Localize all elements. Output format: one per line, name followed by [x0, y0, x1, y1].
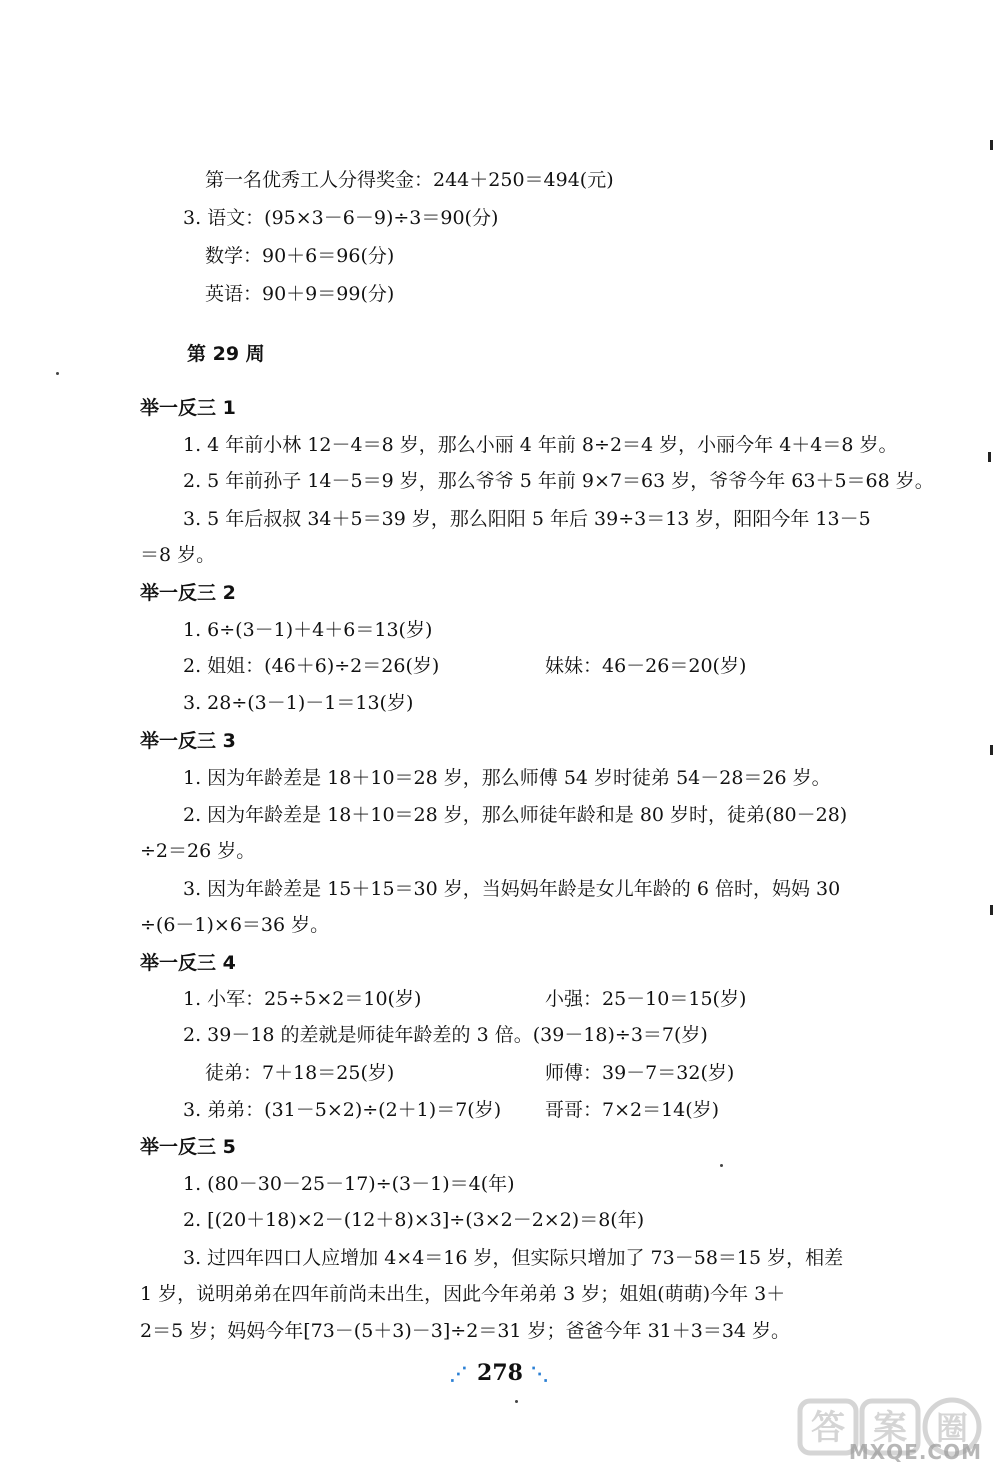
answer-line: 3. 语文：(95×3－6－9)÷3＝90(分)	[183, 207, 499, 229]
svg-text:圈: 圈	[935, 1409, 969, 1447]
section-heading: 举一反三 5	[140, 1136, 236, 1158]
section-heading: 举一反三 4	[140, 952, 236, 974]
answer-line: 2. 39－18 的差就是师徒年龄差的 3 倍。(39－18)÷3＝7(岁)	[183, 1024, 708, 1046]
answer-line-right: 妹妹：46－26＝20(岁)	[545, 655, 747, 677]
week-title: 第 29 周	[187, 343, 265, 365]
answer-line: 1 岁，说明弟弟在四年前尚未出生，因此今年弟弟 3 岁；姐姐(萌萌)今年 3＋	[140, 1283, 786, 1305]
answer-line: 1. 小军：25÷5×2＝10(岁)	[183, 988, 422, 1010]
answer-line: 1. 4 年前小林 12－4＝8 岁，那么小丽 4 年前 8÷2＝4 岁，小丽今年 4＋4＝8 岁。	[183, 434, 898, 456]
answer-line: ÷(6－1)×6＝36 岁。	[140, 914, 330, 936]
answer-line: ÷2＝26 岁。	[140, 840, 256, 862]
svg-text:案: 案	[873, 1408, 907, 1448]
answer-line: 3. 5 年后叔叔 34＋5＝39 岁，那么阳阳 5 年后 39÷3＝13 岁，阳阳今年 13－5	[183, 508, 871, 530]
scan-mark	[988, 452, 991, 462]
decorative-dots-left: ⋰	[449, 1364, 470, 1385]
watermark-url: MXQE.COM	[848, 1440, 982, 1464]
scan-speck	[56, 372, 59, 375]
scan-speck	[515, 1400, 518, 1403]
scan-mark	[990, 905, 993, 915]
page-number	[0, 1360, 1000, 1386]
decorative-dots-right: ⋱	[530, 1364, 551, 1385]
answer-line: ＝8 岁。	[140, 544, 216, 566]
scan-mark	[990, 745, 993, 755]
answer-line: 1. (80－30－25－17)÷(3－1)＝4(年)	[183, 1173, 515, 1195]
answer-line: 3. 过四年四口人应增加 4×4＝16 岁，但实际只增加了 73－58＝15 岁，相差	[183, 1247, 844, 1269]
answer-line-right: 师傅：39－7＝32(岁)	[545, 1062, 735, 1084]
answer-line: 2. 5 年前孙子 14－5＝9 岁，那么爷爷 5 年前 9×7＝63 岁，爷爷今年 63＋5＝68 岁。	[183, 470, 934, 492]
scan-mark	[990, 140, 993, 150]
answer-line-right: 哥哥：7×2＝14(岁)	[545, 1099, 720, 1121]
page-number-text: 278	[477, 1360, 523, 1386]
answer-line: 1. 6÷(3－1)＋4＋6＝13(岁)	[183, 619, 433, 641]
answer-line: 3. 28÷(3－1)－1＝13(岁)	[183, 692, 414, 714]
answer-line: 3. 因为年龄差是 15＋15＝30 岁，当妈妈年龄是女儿年龄的 6 倍时，妈妈 30	[183, 878, 841, 900]
answer-line: 2. [(20＋18)×2－(12＋8)×3]÷(3×2－2×2)＝8(年)	[183, 1209, 645, 1231]
answer-line: 2＝5 岁；妈妈今年[73－(5＋3)－3]÷2＝31 岁；爸爸今年 31＋3＝34 岁。	[140, 1320, 791, 1342]
section-heading: 举一反三 2	[140, 582, 236, 604]
answer-line: 英语：90＋9＝99(分)	[205, 283, 395, 305]
answer-line-right: 小强：25－10＝15(岁)	[545, 988, 747, 1010]
answer-line: 1. 因为年龄差是 18＋10＝28 岁，那么师傅 54 岁时徒弟 54－28＝26 岁。	[183, 767, 831, 789]
answer-line: 2. 因为年龄差是 18＋10＝28 岁，那么师徒年龄和是 80 岁时，徒弟(80－28)	[183, 804, 848, 826]
answer-line: 2. 姐姐：(46＋6)÷2＝26(岁)	[183, 655, 440, 677]
section-heading: 举一反三 1	[140, 397, 236, 419]
answer-line: 3. 弟弟：(31－5×2)÷(2＋1)＝7(岁)	[183, 1099, 502, 1121]
answer-line: 徒弟：7＋18＝25(岁)	[205, 1062, 395, 1084]
svg-text:答: 答	[811, 1408, 845, 1448]
answer-line: 第一名优秀工人分得奖金：244＋250＝494(元)	[205, 169, 614, 191]
answer-line: 数学：90＋6＝96(分)	[205, 245, 395, 267]
scan-speck	[720, 1164, 723, 1167]
section-heading: 举一反三 3	[140, 730, 236, 752]
